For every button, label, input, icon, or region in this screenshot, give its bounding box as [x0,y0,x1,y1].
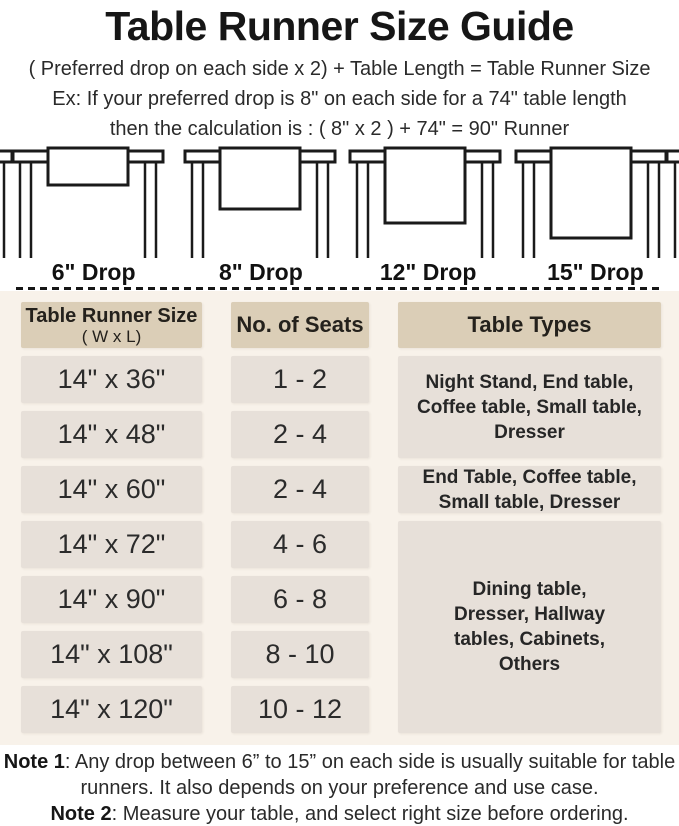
runner-15-drop [551,148,631,238]
example-line-2: then the calculation is : ( 8" x 2 ) + 74" = 90" Runner [109,118,570,140]
seats-cell: 4 - 6 [231,521,369,568]
example-line-1: Ex: If your preferred drop is 8" on each side for a 74" table length [52,88,627,110]
table-types-text: End Table, Coffee table, Small table, Dresser [422,466,637,513]
table-types-text: Dining table, Dresser, Hallway tables, Cabinets, Others [453,579,606,675]
size-cell: 14" x 72" [21,521,202,568]
seats-cell: 1 - 2 [231,356,369,403]
drop-illustrations [0,146,679,258]
runner-12-drop [385,148,465,223]
table-types-text: Night Stand, End table, Coffee table, Small table, Dresser [417,371,642,443]
table-types-cell-medium [398,466,661,513]
size-cell: 14" x 48" [21,411,202,458]
note-2-label: Note 2 [50,803,112,825]
size-table [0,291,679,745]
runner-6-drop [48,148,128,185]
drop-label-12: 12" Drop [379,258,477,285]
drop-label-15: 15" Drop [547,258,644,285]
table-types-cell-small [398,356,661,458]
seats-cell: 2 - 4 [231,466,369,513]
drop-label-8: 8" Drop [219,258,303,285]
size-cell: 14" x 120" [21,686,202,733]
column-header-size-subtitle: ( W x L) [81,326,142,346]
runner-8-drop [220,148,300,209]
seats-cell: 6 - 8 [231,576,369,623]
note-2 [2,801,677,826]
table-illustration-6-drop [13,148,163,258]
notes-section [0,745,679,826]
seats-cell: 8 - 10 [231,631,369,678]
column-header-seats: No. of Seats [231,302,369,348]
dashed-divider [16,287,663,290]
size-cell: 14" x 108" [21,631,202,678]
header [0,0,679,144]
seats-cell: 10 - 12 [231,686,369,733]
drop-labels-row [0,258,679,286]
column-header-types: Table Types [398,302,661,348]
note-2-text: : Measure your table, and select right size before ordering. [111,803,629,825]
note-1 [2,749,677,801]
page-title: Table Runner Size Guide [105,3,574,49]
table-types-cell-large [398,521,661,733]
seats-cell: 2 - 4 [231,411,369,458]
table-illustration-stub-right [667,151,679,258]
note-1-text: : Any drop between 6” to 15” on each side is usually suitable for table runners. It also depends on your preference and use case. [64,751,676,799]
size-cell: 14" x 60" [21,466,202,513]
column-header-size [21,302,202,348]
note-1-label: Note 1 [3,751,65,773]
formula-text: ( Preferred drop on each side x 2) + Table Length = Table Runner Size [28,58,651,80]
size-cell: 14" x 36" [21,356,202,403]
column-header-size-title: Table Runner Size [25,304,198,327]
table-illustration-stub-left [0,151,12,258]
table-illustration-8-drop [185,148,335,258]
table-illustration-15-drop [516,148,666,258]
size-cell: 14" x 90" [21,576,202,623]
drop-label-6: 6" Drop [51,258,136,285]
table-illustration-12-drop [350,148,500,258]
